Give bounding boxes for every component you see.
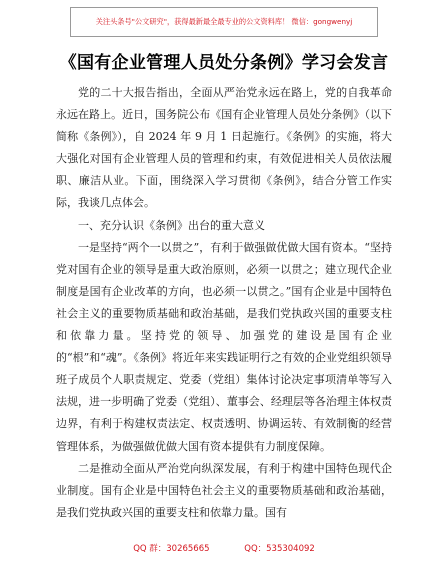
paragraph-intro: 党的二十大报告指出，全面从严治党永远在路上，党的自我革命永远在路上。近日，国务院公布《国有企业管理人员处分条例》（以下简称《条例》），自 2024 年 9 月 1 日起施行。《条例》的实施，将大大强化对国有企业管理人员的管理和约束，有效促进相关人员依法履职、廉洁从业。下面，围绕深入学习贯彻《条例》，结合分管工作实际，我谈几点体会。 <box>56 86 392 210</box>
banner-text: 关注头条号"公文研究"，获得最新最全最专业的公文资料库！ 微信：gongwenyj <box>95 17 353 27</box>
header-banner <box>70 7 378 37</box>
footer-qq: QQ：535304092 <box>244 544 315 554</box>
section-heading-1: 一、充分认识《条例》出台的重大意义 <box>78 218 265 232</box>
footer-contact <box>0 542 448 554</box>
document-body <box>56 82 392 524</box>
document-title: 《国有企业管理人员处分条例》学习会发言 <box>59 53 389 73</box>
footer-qq-group: QQ 群：30265665 <box>133 544 210 554</box>
paragraph-point-2: 二是推动全面从严治党向纵深发展，有利于构建中国特色现代企业制度。国有企业是中国特色社会主义的重要物质基础和政治基础，是我们党执政兴国的重要支柱和依靠力量。国有 <box>56 461 392 519</box>
paragraph-point-1: 一是坚持“两个一以贯之”，有利于做强做优做大国有资本。“坚持党对国有企业的领导是重大政治原则，必须一以贯之；建立现代企业制度是国有企业改革的方向，也必须一以贯之。”国有企业是中国特色社会主义的重要物质基础和政治基础，是我们党执政兴国的重要支柱和依靠力量。坚持党的领导、加强党的建设是国有企业的“根”和“魂”。《条例》将近年来实践证明行之有效的企业党组织领导班子成员个人职责规定、党委（党组）集体讨论决定事项清单等写入法规，进一步明确了党委（党组）、董事会、经理层等各治理主体权责边界，有利于构建权责法定、权责透明、协调运转、有效制衡的经营管理体系，为做强做优做大国有资本提供有力制度保障。 <box>56 240 392 453</box>
